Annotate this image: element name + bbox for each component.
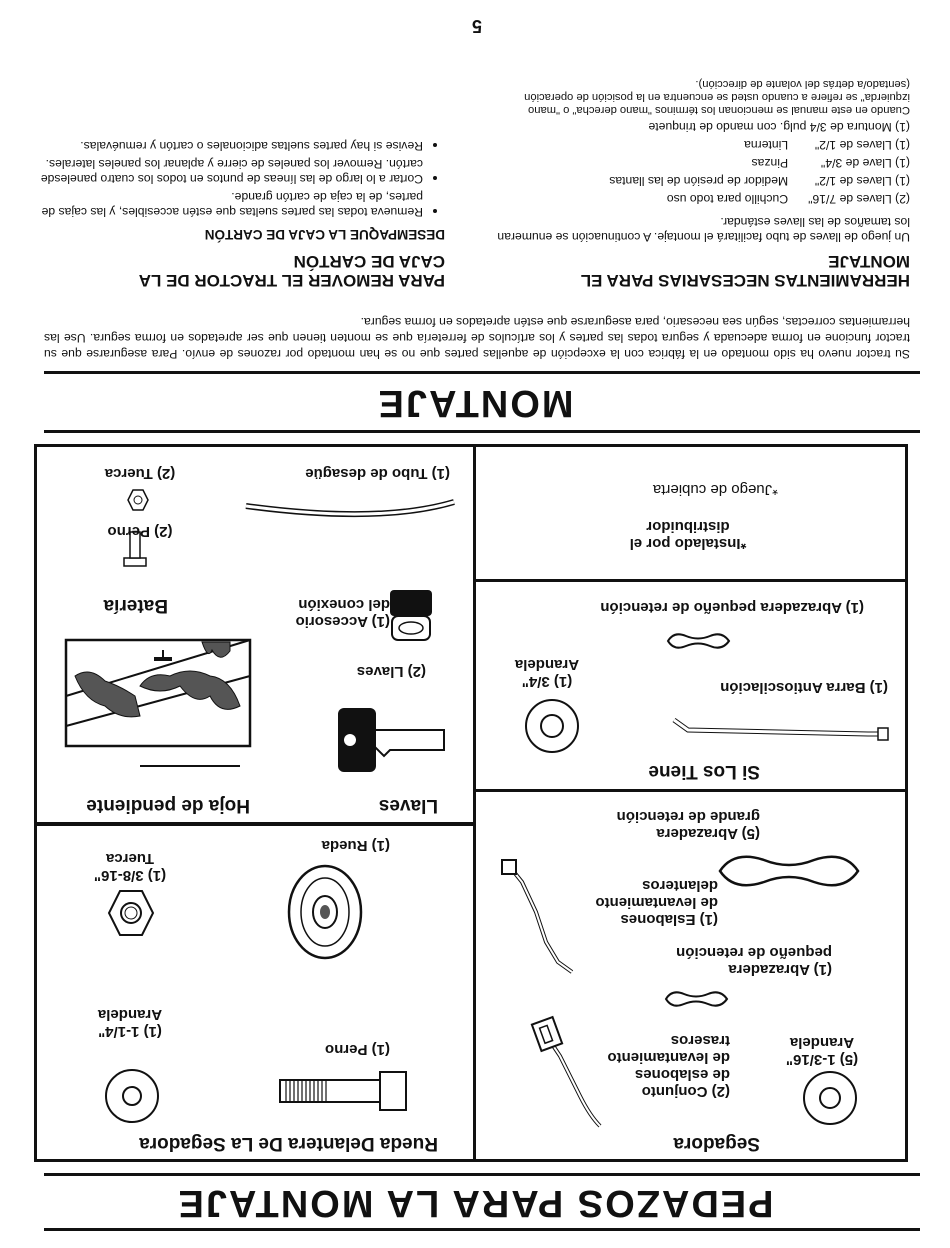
rule — [44, 1173, 920, 1176]
table-row — [589, 154, 910, 172]
section-title: MONTAJE — [376, 382, 574, 424]
divider — [34, 822, 476, 825]
label-line: de levantamiento — [607, 1049, 730, 1066]
label-line: (1) 3/8-16" — [93, 867, 167, 884]
remove-heading-2: CAJA DE CARTÓN — [293, 252, 445, 271]
rule — [44, 430, 920, 433]
label-line: (1) Eslabones — [620, 911, 718, 928]
label-line: Arandela — [97, 1006, 163, 1023]
tool: Cuchillo para todo uso — [666, 192, 789, 206]
si-los-tiene-title: Si Los Tiene — [648, 761, 760, 782]
front-wheel-title: Rueda Delantera De La Segadora — [139, 1133, 438, 1154]
llaves-title: Llaves — [378, 795, 438, 816]
label-line: pequeño de retención — [676, 944, 832, 961]
tool: Medidor de presión de las llantas — [609, 174, 789, 188]
list-item: • Remueva todas las partes sueltas que estén accesibles, y las cajas de partes, de la caja de cartón grande. — [35, 189, 423, 219]
clip-label: (1) Abrazadera pequeño de retención — [600, 599, 864, 616]
tools-table — [589, 136, 910, 208]
label-line: traseros — [670, 1032, 730, 1049]
parts-title: PEDAZOS PARA LA MONTAJE — [176, 1182, 774, 1224]
tool: (1) Llaves de 1/2" — [814, 174, 910, 188]
remove-heading: PARA REMOVER EL TRACTOR DE LA — [138, 271, 445, 290]
washer-icon — [522, 696, 582, 756]
small-clip-label — [612, 944, 832, 978]
drain-tube-label: (1) Tubo de desagüe — [305, 465, 450, 482]
slope-title: Hoja de pendiente — [86, 795, 250, 816]
label-line: de eslabones — [634, 1066, 730, 1083]
label-line: delanteros — [642, 877, 718, 894]
list-item: • Revise si hay partes sueltas adicionales o cartón y remuévalas. — [35, 138, 423, 153]
table-row — [589, 136, 910, 154]
unpack-list — [35, 138, 445, 219]
washer-label — [80, 1006, 180, 1040]
label-line: (5) Abrazadera — [656, 825, 760, 842]
intro-paragraph: Su tractor nuevo ha sido montado en la fábrica con la excepción de aquellas partes que no se han montado por razones de envío. Para asegurarse que su tractor funcione en forma adecuada y segura todas las partes y los artículos de ferretería que se monten tienen que ser apretados en forma segura. Use las herramientas correctas, según sea necesario, para asegurarse que estén apretados en forma segura. — [44, 315, 910, 361]
label-line: de levantamiento — [595, 894, 718, 911]
tools-heading-2: MONTAJE — [828, 252, 910, 271]
deck-kit-note: *Juego de cubierta — [652, 481, 778, 498]
remove-section — [35, 135, 445, 290]
wheel-label: (1) Rueda — [321, 837, 390, 854]
list-item: • Cortar a lo largo de las líneas de puntos en todos los cuatro panelesde cartón. Remover los paneles de cierre y aplanar los paneles laterales. — [35, 156, 423, 186]
fitting-label — [260, 596, 390, 630]
washer-icon — [800, 1068, 860, 1128]
key-icon — [330, 700, 450, 780]
tool: Pinzas — [751, 156, 789, 170]
tools-heading: HERRAMIENTAS NECESARIAS PARA EL — [580, 271, 910, 290]
front-links-label — [568, 877, 718, 928]
bolt-label: (2) Perno — [107, 523, 173, 540]
rear-links-label — [600, 1032, 730, 1100]
label-line: (1) Abrazadera — [728, 961, 832, 978]
nut-label: (2) Tuerca — [104, 465, 176, 482]
label-line: (5) 1-3/16" — [785, 1051, 859, 1068]
tool: (1) Llaves de 1/2" — [814, 138, 910, 152]
anti-sway-bar-icon — [658, 708, 888, 748]
unpack-heading: DESEMPAQUE LA CAJA DE CARTÓN — [204, 227, 445, 242]
large-clip-icon — [714, 846, 864, 896]
nut-icon — [126, 488, 150, 512]
label-line: (1) 3/4" — [521, 673, 573, 690]
table-row — [589, 190, 910, 208]
divider — [473, 444, 476, 1162]
tool: Linterna — [744, 138, 789, 152]
label-line: del conexión — [298, 596, 390, 613]
washer-icon — [102, 1066, 162, 1126]
small-clip-icon — [664, 628, 734, 654]
rule — [44, 371, 920, 374]
label-line: grande de retención — [616, 808, 760, 825]
label-line: Tuerca — [105, 850, 155, 867]
segadora-title: Segadora — [673, 1133, 760, 1154]
fitting-icon — [386, 584, 436, 644]
rear-lift-link-icon — [520, 1016, 610, 1136]
table-row — [589, 172, 910, 190]
tools-text: Un juego de llaves de tubo facilitará el montaje. A continuación se enumeran los tamaños de las llaves estándar. — [497, 215, 910, 244]
washer-label — [502, 656, 592, 690]
label-line: (1) Accesorio — [295, 613, 390, 630]
tools-section — [490, 77, 910, 290]
small-clip-icon — [662, 986, 732, 1012]
label-line: *Instalado por el — [629, 535, 747, 552]
dealer-installed-note — [598, 518, 778, 552]
front-lift-link-icon — [490, 852, 580, 982]
keys-label: (2) Llaves — [356, 663, 426, 680]
anti-sway-bar-label: (1) Barra Antioscilación — [720, 679, 888, 696]
divider — [474, 579, 908, 582]
washer-label — [772, 1034, 872, 1068]
label-line: (1) 1-1/4" — [98, 1023, 162, 1040]
label-line: (2) Conjunto — [641, 1083, 730, 1100]
page-number: 5 — [471, 16, 482, 36]
divider — [474, 789, 908, 792]
label-line: distribuidor — [646, 518, 730, 535]
bateria-title: Batería — [103, 595, 168, 616]
wheel-icon — [280, 862, 370, 962]
rule — [44, 1228, 920, 1231]
nut-label — [80, 850, 180, 884]
tool: (1) Llave de 3/4" — [820, 156, 910, 170]
nut-icon — [106, 888, 156, 938]
tool-ratchet: (1) Montura de 3/4 pulg. con mando de trinquete — [648, 120, 910, 134]
label-line: Arandela — [789, 1034, 855, 1051]
large-clip-label — [590, 808, 760, 842]
label-line: Arandela — [514, 656, 580, 673]
bolt-icon — [276, 1066, 406, 1116]
drain-tube-icon — [240, 488, 460, 528]
slope-guide-icon — [60, 636, 250, 776]
hand-note: Cuando en este manual se mencionan los términos "mano derecha" o "mano izquierda" se refiere a cuando usted se encuentra en la posición de operación (sentado/a detrás del volante de dirección). — [524, 78, 910, 116]
tool: (2) Llaves de 7/16" — [808, 192, 910, 206]
bolt-label: (1) Perno — [324, 1041, 390, 1058]
